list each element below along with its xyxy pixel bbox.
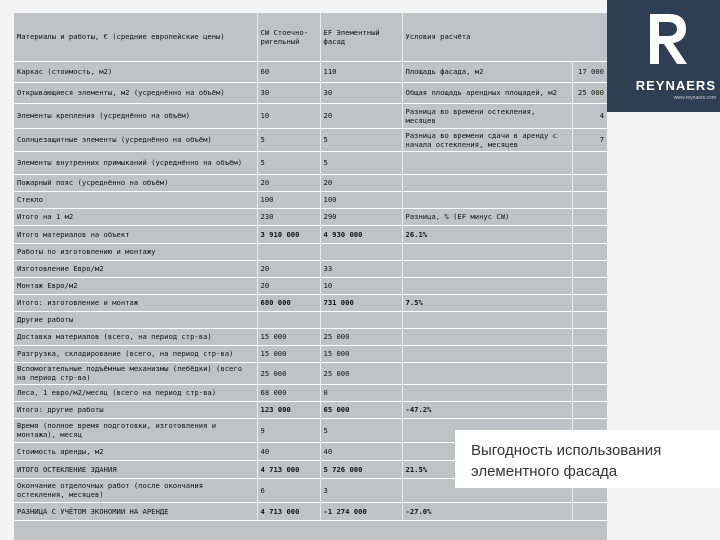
table-row bbox=[14, 277, 607, 294]
row-condition-value bbox=[572, 225, 607, 243]
row-cw-value: 123 000 bbox=[257, 401, 320, 418]
row-cw-value: 20 bbox=[257, 174, 320, 191]
row-condition: 7.5% bbox=[402, 294, 572, 311]
row-label: Итого материалов на объект bbox=[14, 225, 257, 243]
caption-line-2: элементного фасада bbox=[471, 463, 618, 480]
row-condition-value: 4 bbox=[572, 103, 607, 128]
row-condition: Разница во времени остекления, месяцев bbox=[402, 103, 572, 128]
row-ef-value: 30 bbox=[320, 82, 402, 103]
row-ef-value: 25 000 bbox=[320, 328, 402, 345]
row-cw-value: 5 bbox=[257, 128, 320, 151]
row-label: Стоимость аренды, м2 bbox=[14, 442, 257, 460]
row-cw-value: 68 000 bbox=[257, 384, 320, 401]
table-row bbox=[14, 225, 607, 243]
row-cw-value: 60 bbox=[257, 61, 320, 82]
table-row bbox=[14, 103, 607, 128]
brand-panel bbox=[607, 0, 720, 112]
row-label: Леса, 1 евро/м2/месяц (всего на период стр-ва) bbox=[14, 384, 257, 401]
table-row bbox=[14, 502, 607, 520]
caption-box bbox=[455, 430, 720, 488]
row-condition-value: 17 000 bbox=[572, 61, 607, 82]
row-label: Стекло bbox=[14, 191, 257, 208]
row-condition-value bbox=[572, 208, 607, 225]
table-row bbox=[14, 151, 607, 174]
table-row bbox=[14, 174, 607, 191]
row-condition bbox=[402, 174, 572, 191]
row-condition bbox=[402, 277, 572, 294]
row-cw-value: 30 bbox=[257, 82, 320, 103]
row-condition: 26.1% bbox=[402, 225, 572, 243]
row-condition: Разница, % (EF минус CW) bbox=[402, 208, 572, 225]
row-condition-value bbox=[572, 362, 607, 384]
row-ef-value: 20 bbox=[320, 174, 402, 191]
table-header-row bbox=[14, 13, 607, 61]
row-ef-value: 5 bbox=[320, 151, 402, 174]
row-condition-value bbox=[572, 243, 607, 260]
row-ef-value: 5 726 000 bbox=[320, 460, 402, 478]
row-ef-value: 3 bbox=[320, 478, 402, 502]
row-label: Доставка материалов (всего, на период стр-ва) bbox=[14, 328, 257, 345]
row-condition-value bbox=[572, 401, 607, 418]
brand-url: www.reynaers.com bbox=[673, 95, 716, 101]
row-ef-value: 110 bbox=[320, 61, 402, 82]
row-cw-value: 40 bbox=[257, 442, 320, 460]
table-row bbox=[14, 345, 607, 362]
row-cw-value: 680 000 bbox=[257, 294, 320, 311]
row-cw-value: 5 bbox=[257, 151, 320, 174]
row-cw-value: 4 713 000 bbox=[257, 460, 320, 478]
row-condition bbox=[402, 384, 572, 401]
reynaers-logo-icon bbox=[607, 0, 720, 80]
row-ef-value: 0 bbox=[320, 384, 402, 401]
row-label: Итого на 1 м2 bbox=[14, 208, 257, 225]
row-cw-value: 25 000 bbox=[257, 362, 320, 384]
table-row bbox=[14, 243, 607, 260]
table-row bbox=[14, 260, 607, 277]
row-cw-value: 20 bbox=[257, 277, 320, 294]
row-ef-value: 65 000 bbox=[320, 401, 402, 418]
row-condition bbox=[402, 362, 572, 384]
header-cw: CW Стоечно-ригельный bbox=[257, 13, 320, 61]
row-condition-value bbox=[572, 384, 607, 401]
row-label: Итого: изготовление и монтаж bbox=[14, 294, 257, 311]
row-cw-value: 15 000 bbox=[257, 328, 320, 345]
row-label: Элементы внутренних примыканий (усреднённо на объём) bbox=[14, 151, 257, 174]
row-cw-value: 100 bbox=[257, 191, 320, 208]
row-cw-value bbox=[257, 243, 320, 260]
row-condition-value bbox=[572, 294, 607, 311]
row-condition-value bbox=[572, 345, 607, 362]
row-cw-value bbox=[257, 311, 320, 328]
row-condition-value: 7 bbox=[572, 128, 607, 151]
row-label: Вспомогательные подъёмные механизмы (лебёдки) (всего на период стр-ва) bbox=[14, 362, 257, 384]
row-label: Открывающиеся элементы, м2 (усреднённо на объём) bbox=[14, 82, 257, 103]
row-label: Монтаж Евро/м2 bbox=[14, 277, 257, 294]
row-ef-value: 40 bbox=[320, 442, 402, 460]
row-ef-value: 33 bbox=[320, 260, 402, 277]
row-ef-value: 100 bbox=[320, 191, 402, 208]
row-cw-value: 3 910 000 bbox=[257, 225, 320, 243]
row-condition: -47.2% bbox=[402, 401, 572, 418]
row-label: Элементы крепления (усреднённо на объём) bbox=[14, 103, 257, 128]
row-ef-value: -1 274 000 bbox=[320, 502, 402, 520]
table-row bbox=[14, 61, 607, 82]
row-condition-value bbox=[572, 277, 607, 294]
row-label: Итого: другие работы bbox=[14, 401, 257, 418]
row-condition-value: 25 000 bbox=[572, 82, 607, 103]
table-row bbox=[14, 191, 607, 208]
row-condition: Разница во времени сдачи в аренду с начала остекления, месяцев bbox=[402, 128, 572, 151]
table-row bbox=[14, 328, 607, 345]
header-ef: EF Элементный фасад bbox=[320, 13, 402, 61]
row-cw-value: 10 bbox=[257, 103, 320, 128]
row-ef-value: 25 000 bbox=[320, 362, 402, 384]
row-condition bbox=[402, 311, 572, 328]
row-ef-value: 5 bbox=[320, 128, 402, 151]
row-condition-value bbox=[572, 151, 607, 174]
row-label: Солнцезащитные элементы (усреднённо на объём) bbox=[14, 128, 257, 151]
row-label: Работы по изготовлению и монтажу bbox=[14, 243, 257, 260]
row-condition-value bbox=[572, 191, 607, 208]
caption-line-1: Выгодность использования bbox=[471, 442, 662, 459]
row-condition bbox=[402, 151, 572, 174]
table-row bbox=[14, 401, 607, 418]
row-ef-value: 10 bbox=[320, 277, 402, 294]
row-label: ИТОГО ОСТЕКЛЕНИЕ ЗДАНИЯ bbox=[14, 460, 257, 478]
row-condition bbox=[402, 260, 572, 277]
row-condition-value bbox=[572, 174, 607, 191]
row-cw-value: 9 bbox=[257, 418, 320, 442]
row-label: Каркас (стоимость, м2) bbox=[14, 61, 257, 82]
row-label: Пожарный пояс (усреднённо на объём) bbox=[14, 174, 257, 191]
row-label: Другие работы bbox=[14, 311, 257, 328]
row-ef-value: 290 bbox=[320, 208, 402, 225]
row-label: РАЗНИЦА С УЧЁТОМ ЭКОНОМИИ НА АРЕНДЕ bbox=[14, 502, 257, 520]
row-cw-value: 20 bbox=[257, 260, 320, 277]
header-conditions: Условия расчёта bbox=[402, 13, 607, 61]
row-label: Изготовление Евро/м2 bbox=[14, 260, 257, 277]
row-condition: -27.0% bbox=[402, 502, 572, 520]
row-ef-value: 4 930 000 bbox=[320, 225, 402, 243]
row-label: Время (полное время подготовки, изготовления и монтажа), месяц bbox=[14, 418, 257, 442]
row-condition bbox=[402, 345, 572, 362]
row-condition: 21.5% bbox=[402, 460, 572, 478]
row-cw-value: 6 bbox=[257, 478, 320, 502]
table-row bbox=[14, 384, 607, 401]
table-row bbox=[14, 208, 607, 225]
table-row bbox=[14, 362, 607, 384]
row-condition bbox=[402, 243, 572, 260]
table-row bbox=[14, 311, 607, 328]
header-materials: Материалы и работы, € (средние европейские цены) bbox=[14, 13, 257, 61]
table-row bbox=[14, 294, 607, 311]
row-label: Окончание отделочных работ (после окончания остекления, месяцев) bbox=[14, 478, 257, 502]
row-condition bbox=[402, 328, 572, 345]
row-condition-value bbox=[572, 502, 607, 520]
row-ef-value bbox=[320, 311, 402, 328]
row-condition bbox=[402, 191, 572, 208]
table-row bbox=[14, 82, 607, 103]
row-ef-value: 731 000 bbox=[320, 294, 402, 311]
row-condition-value bbox=[572, 311, 607, 328]
table-row bbox=[14, 128, 607, 151]
row-condition: Площадь фасада, м2 bbox=[402, 61, 572, 82]
row-condition: Общая площадь арендных площадей, м2 bbox=[402, 82, 572, 103]
row-label: Разгрузка, складирование (всего, на период стр-ва) bbox=[14, 345, 257, 362]
row-cw-value: 4 713 000 bbox=[257, 502, 320, 520]
row-ef-value: 20 bbox=[320, 103, 402, 128]
row-condition-value bbox=[572, 328, 607, 345]
row-ef-value: 15 000 bbox=[320, 345, 402, 362]
row-ef-value bbox=[320, 243, 402, 260]
row-ef-value: 5 bbox=[320, 418, 402, 442]
row-cw-value: 230 bbox=[257, 208, 320, 225]
row-condition-value bbox=[572, 260, 607, 277]
brand-name: REYNAERS bbox=[635, 78, 716, 93]
row-cw-value: 15 000 bbox=[257, 345, 320, 362]
